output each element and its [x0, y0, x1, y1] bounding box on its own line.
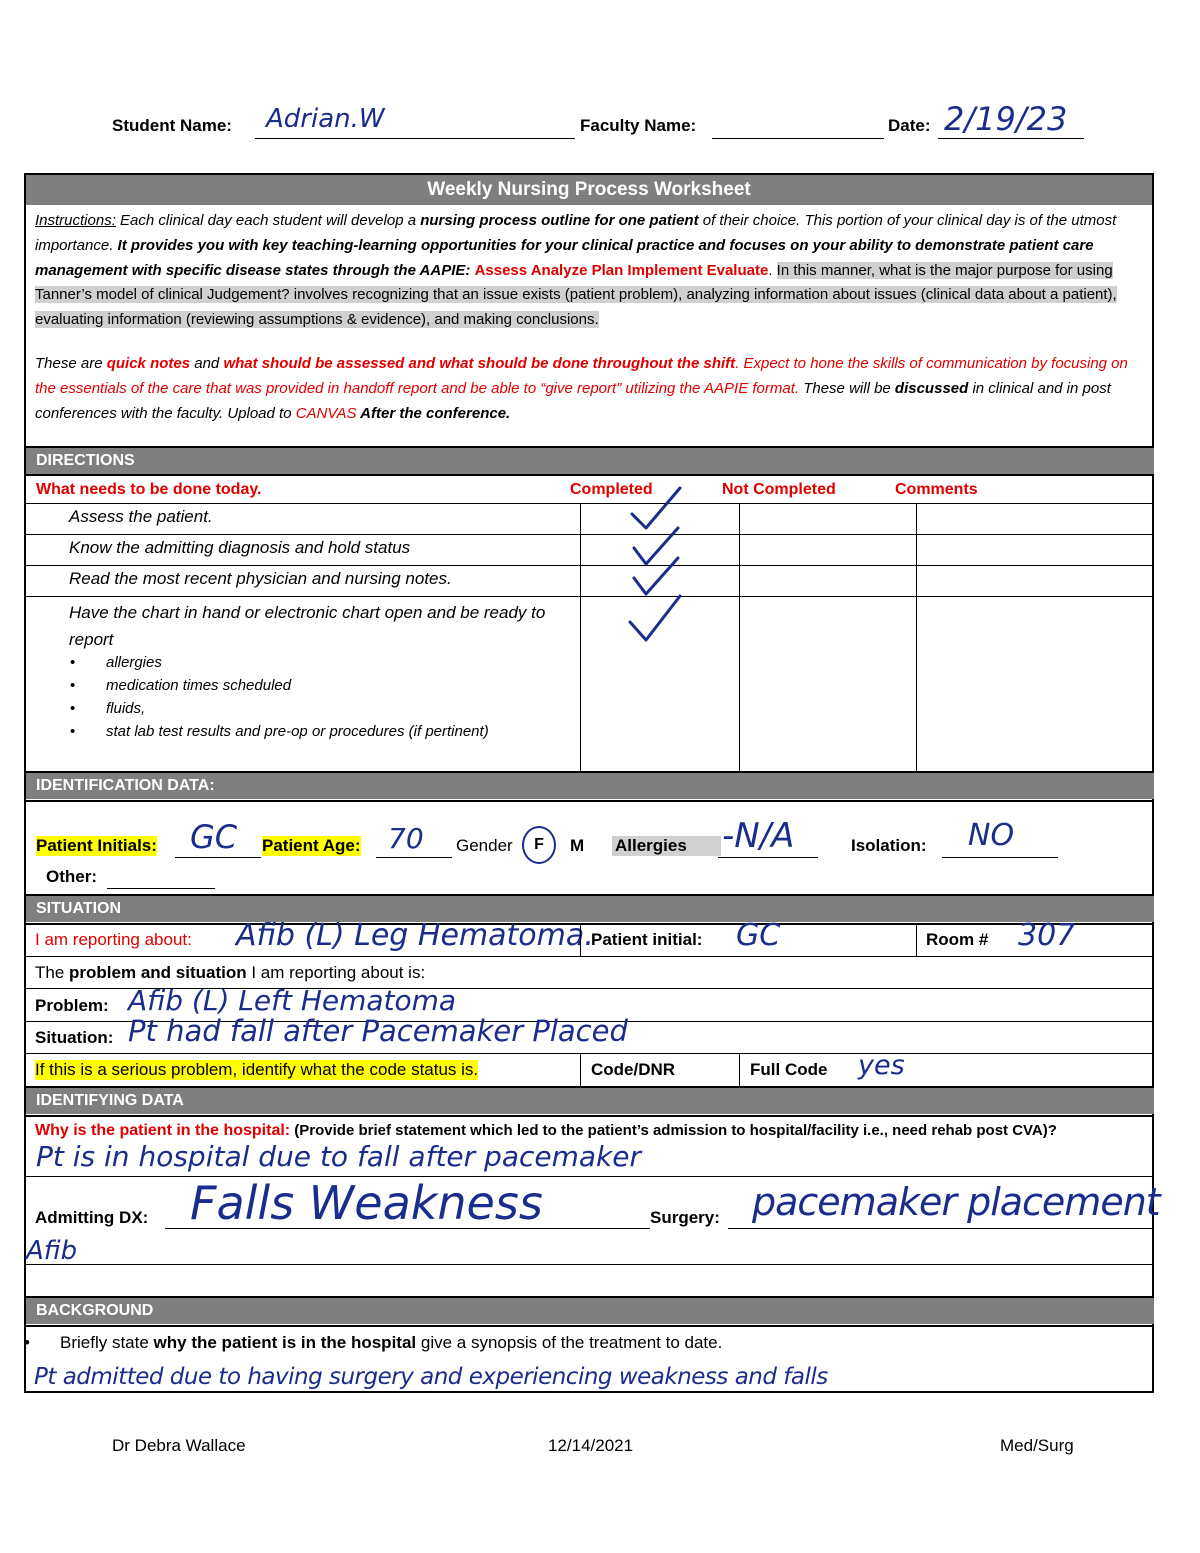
why-hospital-label: Why is the patient in the hospital:	[35, 1122, 291, 1139]
problem-intro-c: I am reporting about is:	[246, 963, 426, 982]
background-header: BACKGROUND	[26, 1298, 1154, 1324]
task-chart: Have the chart in hand or electronic chart open and be ready to report	[69, 603, 546, 649]
identifying-header: IDENTIFYING DATA	[26, 1088, 1154, 1114]
why-hospital-value[interactable]: Pt is in hospital due to fall after pacemaker	[36, 1140, 641, 1173]
other-label: Other:	[46, 867, 97, 886]
task-notes: Read the most recent physician and nursing notes.	[69, 569, 452, 588]
sit-row-line-1	[26, 956, 1152, 957]
identification-divider	[24, 800, 1154, 802]
bullet-item: • medication times scheduled	[70, 674, 570, 697]
allergies-line	[718, 857, 818, 858]
isolation-value[interactable]: NO	[968, 818, 1015, 853]
serious-problem-label: If this is a serious problem, identify what the code status is.	[35, 1060, 479, 1079]
dir-col-line-1	[580, 503, 581, 771]
patient-initial-value[interactable]: GC	[736, 918, 781, 953]
task-diagnosis: Know the admitting diagnosis and hold status	[69, 538, 411, 557]
problem-label: Problem:	[35, 996, 109, 1015]
footer-author: Dr Debra Wallace	[112, 1436, 246, 1455]
instr2-d: what should be assessed and what should be done throughout the shift	[223, 354, 736, 372]
dir-row-line-3	[26, 565, 1152, 566]
instr2-j: After the conference.	[356, 404, 511, 422]
problem-intro-b: problem and situation	[69, 963, 247, 982]
directions-divider-2	[24, 474, 1154, 476]
faculty-name-line	[712, 138, 884, 139]
instr2-c: and	[190, 354, 224, 372]
ident-row-line-2	[26, 1264, 1152, 1265]
room-value[interactable]: 307	[1018, 918, 1076, 953]
code-col-line-1	[580, 1054, 581, 1086]
patient-age-label: Patient Age:	[262, 836, 361, 855]
surgery-value[interactable]: pacemaker placement	[752, 1180, 1160, 1224]
tanner-question: In this manner, what is the major purpose for using Tanner’s model of clinical Judgement? involves recognizing that an issue exists (patient problem), analyzing information about issues (clinical data about a patient), evaluating information (reviewing assumptions & evidence), and making conclusions.	[35, 261, 1117, 329]
initials-line	[175, 857, 261, 858]
student-name-line	[255, 138, 575, 139]
instr2-f: These will be	[799, 379, 895, 397]
why-hospital-hint: (Provide brief statement which led to the patient’s admission to hospital/facility i.e., need rehab post CVA)?	[290, 1122, 1057, 1139]
room-label: Room #	[926, 930, 989, 949]
check-mark-icon[interactable]	[626, 592, 684, 646]
date-value[interactable]: 2/19/23	[944, 100, 1068, 138]
full-code-value[interactable]: yes	[858, 1050, 905, 1081]
code-dnr-label: Code/DNR	[591, 1060, 676, 1079]
age-line	[376, 857, 452, 858]
surgery-label: Surgery:	[650, 1208, 720, 1227]
background-prompt-a: Briefly state	[60, 1333, 154, 1352]
problem-intro-a: The	[35, 963, 70, 982]
dir-row-line-4	[26, 596, 1152, 597]
background-bullet-icon: •	[24, 1333, 30, 1352]
situation-header: SITUATION	[26, 896, 1154, 922]
instructions-paragraph-2	[35, 352, 1141, 426]
bullet-item: • fluids,	[70, 697, 570, 720]
background-value[interactable]: Pt admitted due to having surgery and experiencing weakness and falls	[34, 1364, 828, 1390]
faculty-name-label: Faculty Name:	[580, 116, 697, 135]
student-name-label: Student Name:	[112, 116, 232, 135]
dir-row-line-1	[26, 503, 1152, 504]
sit-row-line-4	[26, 1053, 1152, 1054]
code-col-line-2	[739, 1054, 740, 1086]
instr-text-a: Each clinical day each student will develop a	[115, 212, 421, 229]
situation-label: Situation:	[35, 1028, 114, 1047]
full-code-label: Full Code	[750, 1060, 828, 1079]
date-line	[938, 138, 1084, 139]
col-task-header: What needs to be done today.	[36, 481, 262, 498]
reporting-about-label: I am reporting about:	[35, 930, 192, 949]
admitting-dx-label: Admitting DX:	[35, 1208, 149, 1227]
sit-col-line-2	[916, 924, 917, 956]
task-bullets	[70, 651, 570, 743]
instr2-b: quick notes	[106, 354, 191, 372]
other-line	[107, 888, 215, 889]
surgery-line	[728, 1228, 1152, 1229]
dir-col-line-3	[916, 503, 917, 771]
instructions-block	[35, 209, 1141, 426]
bullet-item: • stat lab test results and pre-op or procedures (if pertinent)	[70, 720, 570, 743]
patient-initial-label: Patient initial:	[591, 930, 703, 949]
col-not-completed-header: Not Completed	[722, 481, 836, 498]
instructions-label: Instructions:	[35, 212, 116, 229]
bullet-item: • allergies	[70, 651, 570, 674]
allergies-value[interactable]: -N/A	[722, 816, 795, 856]
instr-text-f: .	[768, 261, 777, 279]
problem-intro	[35, 963, 425, 983]
background-divider-2	[24, 1325, 1154, 1327]
instr2-h: in clinical and in post conferences with the faculty. Upload to	[35, 379, 1111, 422]
col-completed-header: Completed	[570, 481, 653, 498]
instr-text-b: nursing process outline for one patient	[420, 212, 699, 229]
reporting-about-value[interactable]: Afib (L) Leg Hematoma.	[236, 918, 594, 953]
instructions-paragraph-1	[35, 209, 1141, 333]
directions-header: DIRECTIONS	[26, 448, 1154, 474]
instr-text-d: It provides you with key teaching-learning opportunities for your clinical practice and focuses on your ability to demonstrate patient care management with specific disease states through the AAPIE:	[35, 236, 1094, 279]
sit-col-line-1	[580, 924, 581, 956]
instr2-e: . Expect to hone the skills of communication by focusing on the essentials of the care that was provided in handoff report and be able to “give report” utilizing the AAPIE format.	[35, 354, 1128, 397]
identifying-divider-2	[24, 1115, 1154, 1117]
student-name-value[interactable]: Adrian.W	[266, 104, 385, 134]
patient-initials-value[interactable]: GC	[190, 818, 238, 856]
background-prompt-c: give a synopsis of the treatment to date.	[416, 1333, 723, 1352]
footer-date: 12/14/2021	[548, 1436, 634, 1455]
problem-value[interactable]: Afib (L) Left Hematoma	[128, 984, 457, 1017]
instr2-g: discussed	[894, 379, 969, 397]
background-prompt-b: why the patient is in the hospital	[153, 1333, 417, 1352]
dir-row-line-2	[26, 534, 1152, 535]
patient-age-value[interactable]: 70	[388, 822, 424, 855]
footer-course: Med/Surg	[1000, 1436, 1074, 1455]
instr2-a: These are	[35, 354, 107, 372]
task-assess: Assess the patient.	[69, 507, 213, 526]
isolation-label: Isolation:	[851, 836, 927, 855]
identification-header: IDENTIFICATION DATA:	[26, 773, 1154, 799]
date-label: Date:	[888, 116, 931, 135]
why-hospital	[35, 1122, 1057, 1140]
allergies-label: Allergies	[612, 836, 721, 856]
col-comments-header: Comments	[895, 481, 978, 498]
situation-value[interactable]: Pt had fall after Pacemaker Placed	[128, 1014, 628, 1048]
instr2-i: CANVAS	[295, 404, 357, 422]
instr-text-c: of their choice. This portion of your clinical day is of the utmost importance.	[35, 212, 1117, 254]
aapie-text: Assess Analyze Plan Implement Evaluate	[474, 261, 769, 279]
admitting-dx-extra[interactable]: Afib	[26, 1236, 78, 1266]
worksheet-title: Weekly Nursing Process Worksheet	[26, 175, 1152, 205]
isolation-line	[942, 857, 1058, 858]
dir-col-line-2	[739, 503, 740, 771]
gender-label: Gender	[456, 836, 513, 855]
patient-initials-label: Patient Initials:	[36, 836, 157, 855]
admitting-dx-value[interactable]: Falls Weakness	[190, 1176, 543, 1230]
gender-female-circled[interactable]: F	[522, 826, 556, 864]
background-prompt	[60, 1333, 722, 1353]
gender-male[interactable]: M	[570, 836, 585, 855]
